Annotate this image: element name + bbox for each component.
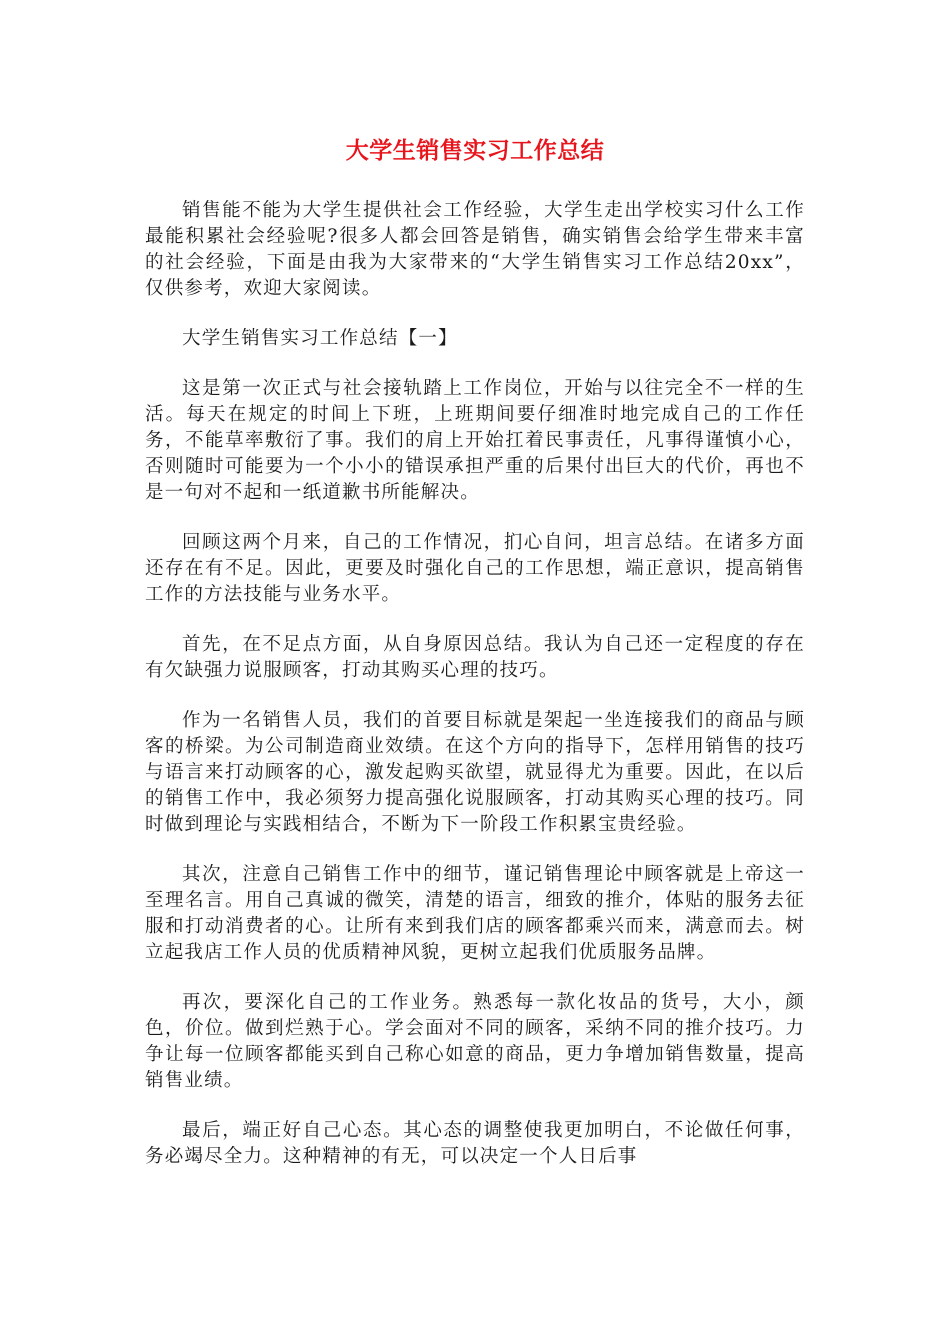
document-title: 大学生销售实习工作总结 bbox=[345, 138, 605, 164]
body-paragraph: 再次，要深化自己的工作业务。熟悉每一款化妆品的货号，大小，颜色，价位。做到烂熟于心。学会面对不同的顾客，采纳不同的推介技巧。力争让每一位顾客都能买到自己称心如意的商品，更力争增加销售数量，提高销售业绩。 bbox=[145, 992, 805, 1091]
section-heading: 大学生销售实习工作总结【一】 bbox=[182, 328, 458, 349]
body-paragraph: 这是第一次正式与社会接轨踏上工作岗位，开始与以往完全不一样的生活。每天在规定的时间上下班，上班期间要仔细准时地完成自己的工作任务，不能草率敷衍了事。我们的肩上开始扛着民事责任，凡事得谨慎小心，否则随时可能要为一个小小的错误承担严重的后果付出巨大的代价，再也不是一句对不起和一纸道歉书所能解决。 bbox=[145, 378, 805, 503]
document-body bbox=[145, 198, 805, 1194]
body-paragraph: 回顾这两个月来，自己的工作情况，扪心自问，坦言总结。在诸多方面还存在有不足。因此，更要及时强化自己的工作思想，端正意识，提高销售工作的方法技能与业务水平。 bbox=[145, 532, 805, 605]
intro-paragraph: 销售能不能为大学生提供社会工作经验，大学生走出学校实习什么工作最能积累社会经验呢?很多人都会回答是销售，确实销售会给学生带来丰富的社会经验，下面是由我为大家带来的“大学生销售实习工作总结20xx”，仅供参考，欢迎大家阅读。 bbox=[145, 200, 805, 299]
body-paragraph: 作为一名销售人员，我们的首要目标就是架起一坐连接我们的商品与顾客的桥梁。为公司制造商业效绩。在这个方向的指导下，怎样用销售的技巧与语言来打动顾客的心，激发起购买欲望，就显得尤为重要。因此，在以后的销售工作中，我必须努力提高强化说服顾客，打动其购买心理的技巧。同时做到理论与实践相结合，不断为下一阶段工作积累宝贵经验。 bbox=[145, 710, 805, 835]
body-paragraph: 最后，端正好自己心态。其心态的调整使我更加明白，不论做任何事，务必竭尽全力。这种精神的有无，可以决定一个人日后事 bbox=[145, 1120, 805, 1167]
body-paragraph: 首先，在不足点方面，从自身原因总结。我认为自己还一定程度的存在有欠缺强力说服顾客，打动其购买心理的技巧。 bbox=[145, 634, 805, 681]
body-paragraph: 其次，注意自己销售工作中的细节，谨记销售理论中顾客就是上帝这一至理名言。用自己真诚的微笑，清楚的语言，细致的推介，体贴的服务去征服和打动消费者的心。让所有来到我们店的顾客都乘兴而来，满意而去。树立起我店工作人员的优质精神风貌，更树立起我们优质服务品牌。 bbox=[145, 864, 805, 963]
